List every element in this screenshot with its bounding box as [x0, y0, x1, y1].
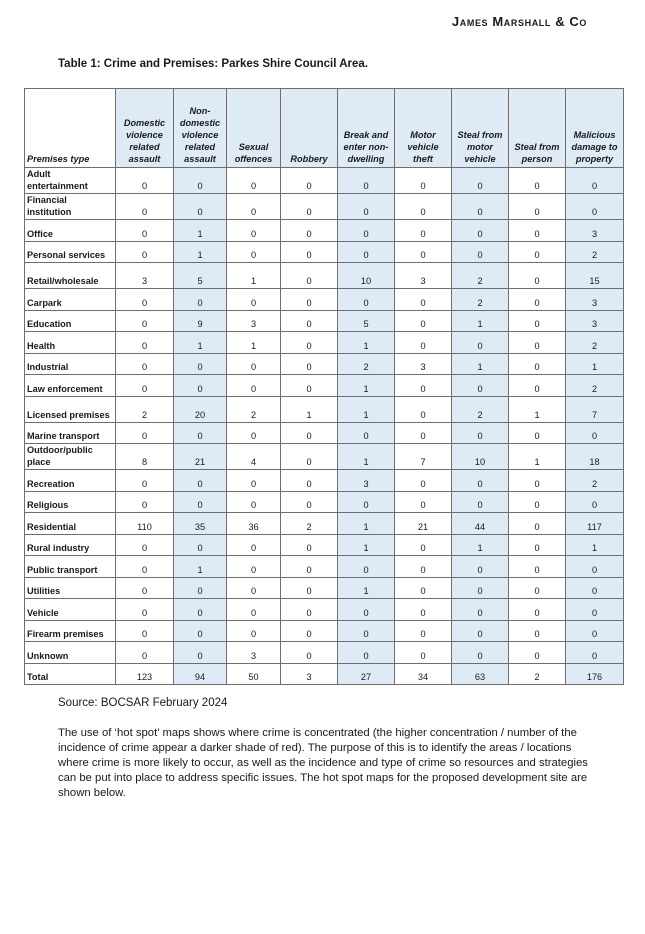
- table-row: [25, 663, 624, 685]
- value-cell: 0: [566, 491, 624, 513]
- table-row: [25, 491, 624, 513]
- value-cell: 0: [395, 168, 452, 194]
- value-cell: 0: [566, 194, 624, 220]
- value-cell: 1: [338, 332, 395, 354]
- value-cell: 0: [452, 470, 509, 492]
- value-cell: 123: [116, 663, 174, 685]
- value-cell: 0: [452, 642, 509, 664]
- value-cell: 0: [174, 534, 227, 556]
- value-cell: 0: [452, 168, 509, 194]
- value-cell: 1: [338, 534, 395, 556]
- premises-type-cell: Marine transport: [25, 422, 116, 444]
- value-cell: 0: [227, 470, 281, 492]
- value-cell: 50: [227, 663, 281, 685]
- value-cell: 0: [395, 241, 452, 263]
- value-cell: 0: [395, 289, 452, 311]
- value-cell: 9: [174, 310, 227, 332]
- value-cell: 0: [227, 241, 281, 263]
- value-cell: 7: [395, 444, 452, 470]
- value-cell: 2: [452, 396, 509, 422]
- value-cell: 2: [566, 332, 624, 354]
- value-cell: 0: [116, 534, 174, 556]
- value-cell: 2: [281, 513, 338, 535]
- value-cell: 0: [227, 289, 281, 311]
- table-row: [25, 194, 624, 220]
- premises-type-cell: Financial institution: [25, 194, 116, 220]
- value-cell: 3: [395, 263, 452, 289]
- value-cell: 0: [395, 220, 452, 242]
- column-header: Steal from person: [509, 89, 566, 168]
- value-cell: 5: [174, 263, 227, 289]
- value-cell: 4: [227, 444, 281, 470]
- value-cell: 0: [227, 220, 281, 242]
- value-cell: 0: [509, 289, 566, 311]
- value-cell: 0: [174, 422, 227, 444]
- value-cell: 0: [338, 422, 395, 444]
- value-cell: 3: [116, 263, 174, 289]
- value-cell: 0: [116, 599, 174, 621]
- value-cell: 15: [566, 263, 624, 289]
- value-cell: 0: [174, 577, 227, 599]
- value-cell: 0: [116, 642, 174, 664]
- value-cell: 110: [116, 513, 174, 535]
- column-header: Premises type: [25, 89, 116, 168]
- value-cell: 20: [174, 396, 227, 422]
- table-row: [25, 422, 624, 444]
- value-cell: 0: [509, 491, 566, 513]
- column-header: Domestic violence related assault: [116, 89, 174, 168]
- value-cell: 0: [281, 577, 338, 599]
- premises-type-cell: Adult entertainment: [25, 168, 116, 194]
- value-cell: 0: [566, 556, 624, 578]
- value-cell: 0: [509, 194, 566, 220]
- value-cell: 0: [395, 620, 452, 642]
- premises-type-cell: Law enforcement: [25, 375, 116, 397]
- value-cell: 0: [566, 422, 624, 444]
- value-cell: 3: [566, 220, 624, 242]
- value-cell: 1: [174, 220, 227, 242]
- value-cell: 0: [281, 289, 338, 311]
- table-row: [25, 168, 624, 194]
- value-cell: 0: [116, 168, 174, 194]
- value-cell: 10: [452, 444, 509, 470]
- value-cell: 0: [395, 332, 452, 354]
- table-row: [25, 470, 624, 492]
- value-cell: 0: [281, 332, 338, 354]
- column-header: Motor vehicle theft: [395, 89, 452, 168]
- value-cell: 0: [395, 556, 452, 578]
- value-cell: 0: [509, 534, 566, 556]
- value-cell: 0: [509, 310, 566, 332]
- premises-type-cell: Vehicle: [25, 599, 116, 621]
- value-cell: 3: [281, 663, 338, 685]
- value-cell: 10: [338, 263, 395, 289]
- value-cell: 0: [395, 396, 452, 422]
- crime-premises-table: [24, 88, 624, 685]
- value-cell: 0: [174, 194, 227, 220]
- value-cell: 0: [281, 353, 338, 375]
- value-cell: 0: [227, 577, 281, 599]
- value-cell: 0: [116, 620, 174, 642]
- firm-name: James Marshall & Co: [451, 14, 587, 29]
- value-cell: 0: [281, 556, 338, 578]
- value-cell: 0: [116, 491, 174, 513]
- value-cell: 0: [509, 220, 566, 242]
- body-paragraph: The use of ‘hot spot’ maps shows where crime is concentrated (the higher concentration / number of the incidence of crime appear a darker shade of red). The purpose of this is to identify the areas / locations where crime is more likely to occur, as well as the incidence and type of crime so resources and strategies can be put into place to address specific issues. The hot spot maps for the proposed development site are shown below.: [58, 727, 588, 799]
- column-header: Sexual offences: [227, 89, 281, 168]
- value-cell: 3: [338, 470, 395, 492]
- value-cell: 0: [281, 534, 338, 556]
- value-cell: 0: [338, 194, 395, 220]
- value-cell: 0: [452, 491, 509, 513]
- value-cell: 0: [452, 620, 509, 642]
- value-cell: 3: [395, 353, 452, 375]
- value-cell: 94: [174, 663, 227, 685]
- value-cell: 0: [174, 168, 227, 194]
- value-cell: 0: [509, 513, 566, 535]
- value-cell: 0: [227, 353, 281, 375]
- value-cell: 0: [395, 599, 452, 621]
- premises-type-cell: Utilities: [25, 577, 116, 599]
- table-row: [25, 241, 624, 263]
- value-cell: 0: [227, 599, 281, 621]
- value-cell: 2: [452, 263, 509, 289]
- value-cell: 1: [338, 375, 395, 397]
- value-cell: 0: [116, 220, 174, 242]
- value-cell: 0: [174, 620, 227, 642]
- value-cell: 44: [452, 513, 509, 535]
- value-cell: 2: [509, 663, 566, 685]
- premises-type-cell: Unknown: [25, 642, 116, 664]
- value-cell: 0: [116, 556, 174, 578]
- value-cell: 117: [566, 513, 624, 535]
- value-cell: 0: [395, 194, 452, 220]
- premises-type-cell: Office: [25, 220, 116, 242]
- premises-type-cell: Religious: [25, 491, 116, 513]
- value-cell: 3: [566, 289, 624, 311]
- value-cell: 0: [338, 620, 395, 642]
- value-cell: 0: [509, 577, 566, 599]
- value-cell: 34: [395, 663, 452, 685]
- premises-type-cell: Licensed premises: [25, 396, 116, 422]
- value-cell: 0: [509, 556, 566, 578]
- table-row: [25, 599, 624, 621]
- value-cell: 0: [509, 422, 566, 444]
- value-cell: 0: [452, 556, 509, 578]
- value-cell: 0: [116, 310, 174, 332]
- value-cell: 0: [174, 642, 227, 664]
- value-cell: 0: [281, 168, 338, 194]
- value-cell: 1: [338, 444, 395, 470]
- value-cell: 27: [338, 663, 395, 685]
- value-cell: 0: [338, 556, 395, 578]
- premises-type-cell: Public transport: [25, 556, 116, 578]
- value-cell: 0: [452, 220, 509, 242]
- value-cell: 1: [174, 332, 227, 354]
- value-cell: 1: [338, 396, 395, 422]
- value-cell: 0: [227, 556, 281, 578]
- value-cell: 2: [566, 241, 624, 263]
- value-cell: 0: [338, 168, 395, 194]
- table-row: [25, 642, 624, 664]
- value-cell: 0: [395, 375, 452, 397]
- value-cell: 0: [227, 422, 281, 444]
- value-cell: 1: [227, 332, 281, 354]
- value-cell: 0: [281, 642, 338, 664]
- value-cell: 1: [452, 534, 509, 556]
- value-cell: 2: [452, 289, 509, 311]
- value-cell: 1: [174, 241, 227, 263]
- value-cell: 3: [566, 310, 624, 332]
- value-cell: 0: [281, 422, 338, 444]
- value-cell: 0: [509, 642, 566, 664]
- premises-type-cell: Personal services: [25, 241, 116, 263]
- value-cell: 0: [174, 375, 227, 397]
- value-cell: 0: [395, 577, 452, 599]
- value-cell: 3: [227, 642, 281, 664]
- premises-type-cell: Industrial: [25, 353, 116, 375]
- premises-type-cell: Residential: [25, 513, 116, 535]
- column-header: Non-domestic violence related assault: [174, 89, 227, 168]
- value-cell: 1: [338, 513, 395, 535]
- value-cell: 1: [566, 353, 624, 375]
- table-header-row: [25, 89, 624, 168]
- value-cell: 0: [566, 577, 624, 599]
- value-cell: 2: [566, 470, 624, 492]
- value-cell: 0: [174, 353, 227, 375]
- value-cell: 18: [566, 444, 624, 470]
- value-cell: 8: [116, 444, 174, 470]
- value-cell: 0: [227, 620, 281, 642]
- value-cell: 1: [174, 556, 227, 578]
- value-cell: 0: [509, 263, 566, 289]
- value-cell: 0: [338, 491, 395, 513]
- value-cell: 63: [452, 663, 509, 685]
- value-cell: 0: [338, 241, 395, 263]
- table-row: [25, 513, 624, 535]
- value-cell: 0: [395, 422, 452, 444]
- value-cell: 0: [338, 220, 395, 242]
- value-cell: 0: [566, 168, 624, 194]
- value-cell: 1: [452, 353, 509, 375]
- value-cell: 1: [509, 396, 566, 422]
- value-cell: 0: [338, 599, 395, 621]
- value-cell: 0: [116, 332, 174, 354]
- value-cell: 2: [566, 375, 624, 397]
- value-cell: 0: [509, 241, 566, 263]
- table-row: [25, 310, 624, 332]
- value-cell: 0: [452, 599, 509, 621]
- table-row: [25, 444, 624, 470]
- value-cell: 0: [509, 599, 566, 621]
- value-cell: 0: [281, 263, 338, 289]
- value-cell: 0: [227, 375, 281, 397]
- value-cell: 0: [116, 241, 174, 263]
- column-header: Robbery: [281, 89, 338, 168]
- value-cell: 0: [452, 194, 509, 220]
- value-cell: 5: [338, 310, 395, 332]
- premises-type-cell: Carpark: [25, 289, 116, 311]
- value-cell: 0: [174, 289, 227, 311]
- table-row: [25, 534, 624, 556]
- value-cell: 0: [174, 599, 227, 621]
- value-cell: 0: [338, 642, 395, 664]
- value-cell: 1: [281, 396, 338, 422]
- value-cell: 0: [509, 332, 566, 354]
- column-header: Break and enter non-dwelling: [338, 89, 395, 168]
- table-row: [25, 620, 624, 642]
- value-cell: 0: [227, 168, 281, 194]
- value-cell: 0: [116, 577, 174, 599]
- premises-type-cell: Education: [25, 310, 116, 332]
- value-cell: 0: [452, 422, 509, 444]
- value-cell: 0: [452, 332, 509, 354]
- value-cell: 0: [509, 353, 566, 375]
- table-row: [25, 332, 624, 354]
- column-header: Steal from motor vehicle: [452, 89, 509, 168]
- table-row: [25, 263, 624, 289]
- value-cell: 0: [227, 491, 281, 513]
- value-cell: 2: [338, 353, 395, 375]
- value-cell: 2: [227, 396, 281, 422]
- value-cell: 0: [227, 534, 281, 556]
- value-cell: 0: [281, 444, 338, 470]
- value-cell: 0: [227, 194, 281, 220]
- value-cell: 0: [174, 470, 227, 492]
- value-cell: 0: [116, 353, 174, 375]
- value-cell: 0: [509, 470, 566, 492]
- value-cell: 0: [174, 491, 227, 513]
- premises-type-cell: Retail/wholesale: [25, 263, 116, 289]
- source-note: Source: BOCSAR February 2024: [58, 697, 228, 709]
- premises-type-cell: Total: [25, 663, 116, 685]
- value-cell: 0: [395, 310, 452, 332]
- value-cell: 0: [509, 620, 566, 642]
- value-cell: 0: [395, 491, 452, 513]
- value-cell: 1: [566, 534, 624, 556]
- value-cell: 0: [395, 534, 452, 556]
- value-cell: 0: [281, 470, 338, 492]
- value-cell: 0: [395, 642, 452, 664]
- table-row: [25, 353, 624, 375]
- value-cell: 21: [174, 444, 227, 470]
- value-cell: 0: [116, 194, 174, 220]
- value-cell: 0: [116, 289, 174, 311]
- value-cell: 0: [281, 194, 338, 220]
- value-cell: 1: [452, 310, 509, 332]
- value-cell: 176: [566, 663, 624, 685]
- value-cell: 0: [566, 599, 624, 621]
- premises-type-cell: Recreation: [25, 470, 116, 492]
- value-cell: 0: [281, 241, 338, 263]
- table-row: [25, 289, 624, 311]
- table-row: [25, 577, 624, 599]
- value-cell: 0: [281, 375, 338, 397]
- value-cell: 1: [509, 444, 566, 470]
- value-cell: 0: [116, 470, 174, 492]
- table-row: [25, 220, 624, 242]
- value-cell: 0: [281, 310, 338, 332]
- value-cell: 0: [281, 599, 338, 621]
- value-cell: 3: [227, 310, 281, 332]
- table-row: [25, 556, 624, 578]
- value-cell: 36: [227, 513, 281, 535]
- value-cell: 0: [395, 470, 452, 492]
- value-cell: 1: [338, 577, 395, 599]
- value-cell: 0: [281, 620, 338, 642]
- value-cell: 0: [281, 491, 338, 513]
- value-cell: 0: [116, 422, 174, 444]
- value-cell: 0: [281, 220, 338, 242]
- value-cell: 7: [566, 396, 624, 422]
- value-cell: 0: [566, 642, 624, 664]
- value-cell: 0: [452, 375, 509, 397]
- value-cell: 0: [452, 241, 509, 263]
- value-cell: 0: [116, 375, 174, 397]
- value-cell: 21: [395, 513, 452, 535]
- value-cell: 2: [116, 396, 174, 422]
- premises-type-cell: Health: [25, 332, 116, 354]
- table-row: [25, 375, 624, 397]
- premises-type-cell: Firearm premises: [25, 620, 116, 642]
- value-cell: 0: [509, 168, 566, 194]
- value-cell: 1: [227, 263, 281, 289]
- value-cell: 0: [566, 620, 624, 642]
- table-row: [25, 396, 624, 422]
- column-header: Malicious damage to property: [566, 89, 624, 168]
- value-cell: 0: [338, 289, 395, 311]
- value-cell: 35: [174, 513, 227, 535]
- value-cell: 0: [452, 577, 509, 599]
- premises-type-cell: Rural industry: [25, 534, 116, 556]
- value-cell: 0: [509, 375, 566, 397]
- premises-type-cell: Outdoor/public place: [25, 444, 116, 470]
- table-title: Table 1: Crime and Premises: Parkes Shire Council Area.: [58, 58, 368, 70]
